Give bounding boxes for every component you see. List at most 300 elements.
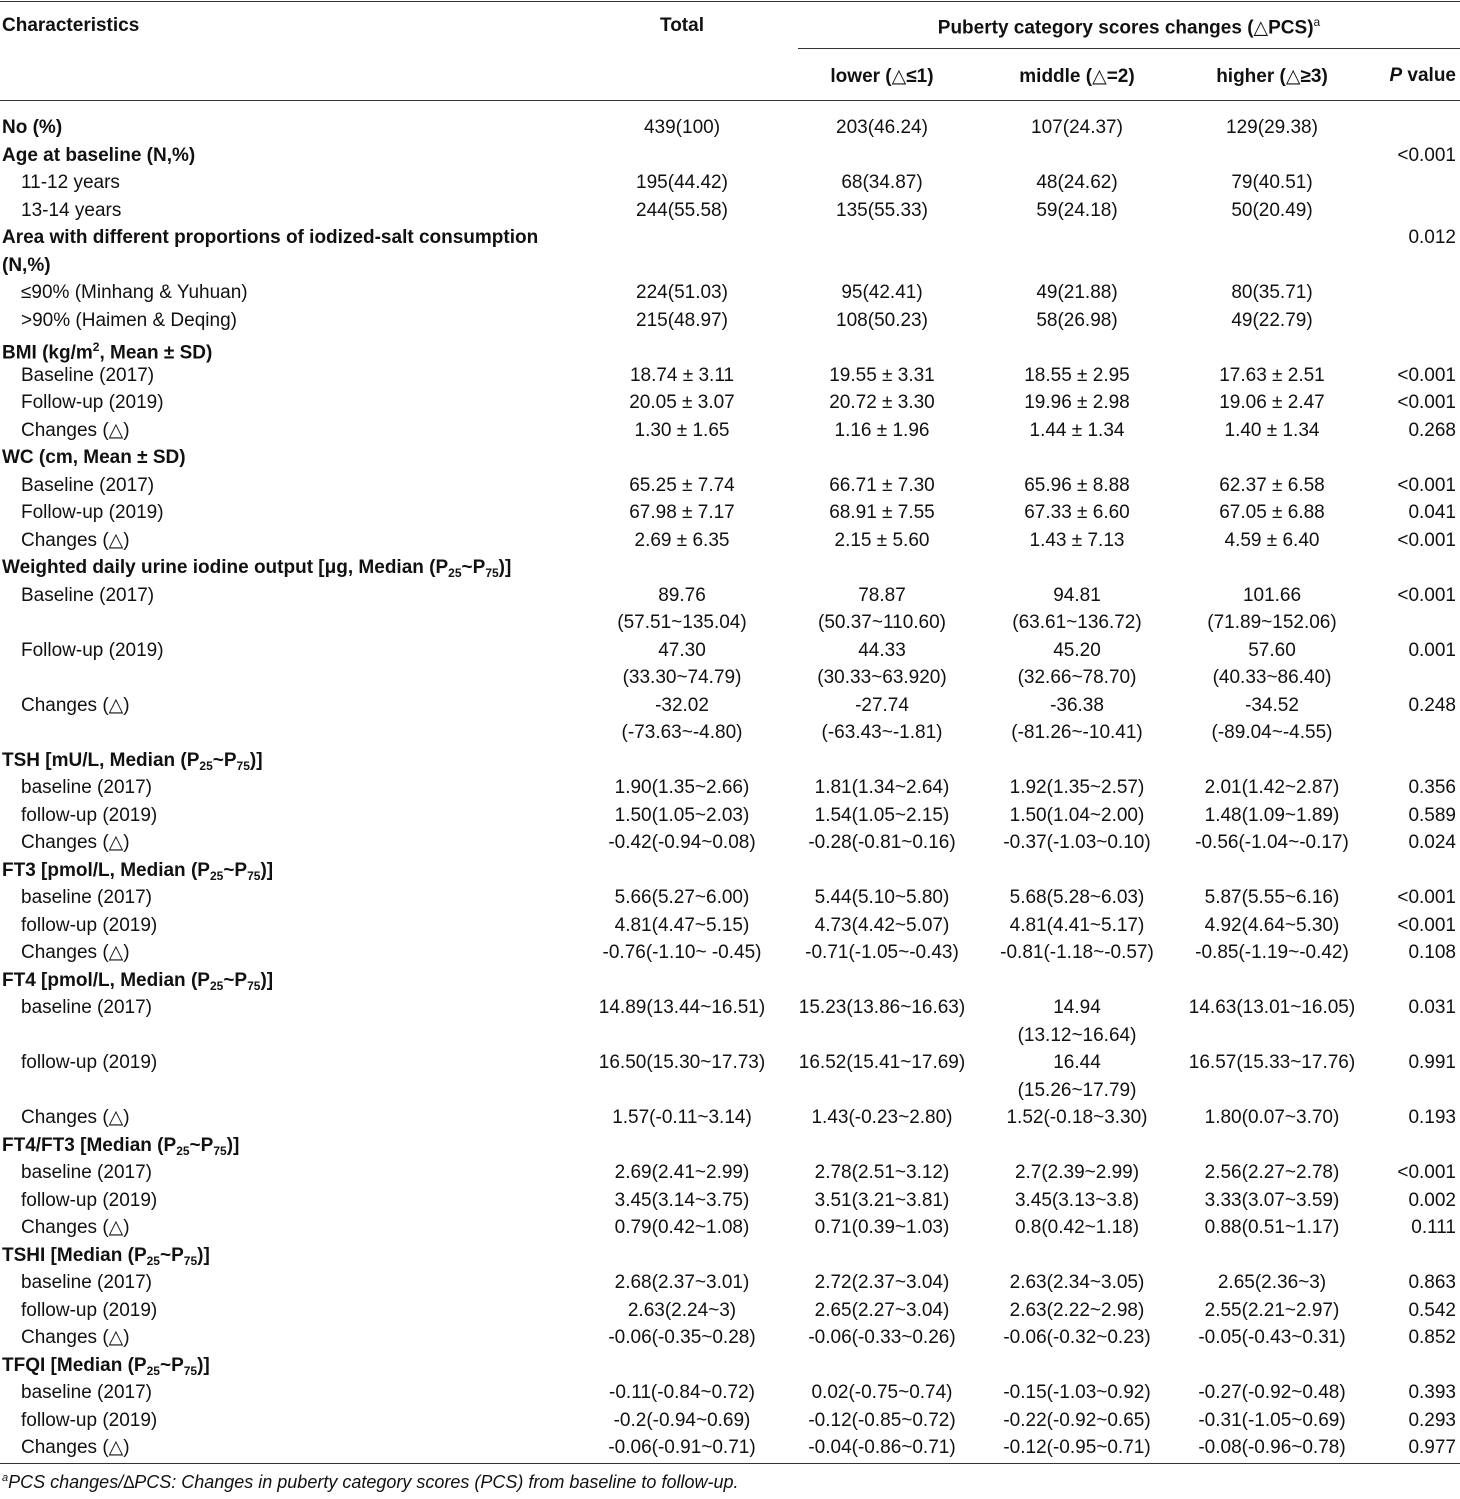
table-row [0,1266,1460,1294]
row-label-label-after: , Mean ± SD) [99,342,213,364]
row-label-label: Changes (△) [21,1327,130,1348]
table-row [0,881,1460,909]
cell-lower: 1.54(1.05~2.15) [814,804,950,826]
table-row [0,359,1460,387]
cell-total: 224(51.03) [636,282,728,303]
cell-p: 0.852 [1408,1327,1456,1348]
table-row [0,194,1460,222]
cell-total: 2.69(2.41~2.99) [614,1162,750,1183]
cell-p: 0.024 [1408,832,1456,853]
cell-middle: 1.92(1.35~2.57) [1009,777,1145,798]
cell-total: 89.76 (57.51~135.04) [617,584,747,633]
cell-higher: 3.33(3.07~3.59) [1204,1189,1340,1211]
row-label-label: follow-up (2019) [21,1189,158,1211]
row-label-label-after: )] [260,859,274,881]
row-label-label-s2: 75 [183,1363,198,1378]
row-label [21,1297,157,1325]
cell-lower: -0.04(-0.86~0.71) [808,1437,956,1458]
table-group-row [0,1349,1460,1377]
row-label-label: Changes (△) [21,942,130,963]
cell-p: <0.001 [1397,364,1456,386]
cell-middle: 2.63(2.34~3.05) [1009,1272,1145,1293]
row-label-label: TSH [mU/L, Median (P [2,749,200,771]
cell-higher: -0.08(-0.96~0.78) [1198,1437,1346,1458]
cell-lower: -0.71(-1.05~-0.43) [805,942,959,963]
table-row [0,991,1460,1046]
cell-middle: 5.68(5.28~6.03) [1009,887,1145,908]
cell-p: 0.977 [1408,1437,1456,1458]
header-higher: higher (△≥3) [1216,66,1328,87]
cell-lower: -27.74 (-63.43~-1.81) [821,694,943,743]
table-row [0,579,1460,634]
row-label-label: baseline (2017) [21,887,152,908]
row-label [21,994,152,1022]
cell-total: 20.05 ± 3.07 [629,392,735,413]
cell-lower: -0.06(-0.33~0.26) [808,1327,956,1348]
cell-p: <0.001 [1397,1162,1456,1183]
row-label [21,279,248,307]
header-characteristics: Characteristics [2,15,140,36]
row-label-label-s1: 25 [146,1253,160,1268]
table-group-row [0,221,1460,276]
cell-middle: 4.81(4.41~5.17) [1009,914,1145,936]
header-lower: lower (△≤1) [830,66,934,87]
cell-p: 0.001 [1408,639,1456,661]
row-label-label: baseline (2017) [21,997,152,1018]
row-label-label: 11-12 years [21,172,120,193]
table-body [0,111,1460,1459]
row-label [21,307,237,335]
row-label-label-mid: ~P [223,969,248,991]
cell-higher: -0.05(-0.43~0.31) [1198,1327,1346,1348]
table-row [0,771,1460,799]
cell-middle: 0.8(0.42~1.18) [1014,1217,1140,1238]
cell-middle: -0.81(-1.18~-0.57) [1000,942,1154,963]
cell-higher: 19.06 ± 2.47 [1219,392,1325,413]
row-label [21,1434,130,1462]
cell-lower: 1.81(1.34~2.64) [814,777,950,798]
cell-middle: 1.44 ± 1.34 [1029,419,1125,441]
cell-p: <0.001 [1397,144,1456,166]
cell-higher: 57.60 (40.33~86.40) [1212,639,1332,688]
cell-total: 244(55.58) [636,199,728,221]
row-label-label: Area with different proportions of iodized-salt consumption (N,%) [2,227,539,276]
row-label [21,774,152,802]
cell-middle: 1.43 ± 7.13 [1029,529,1125,551]
cell-total: 1.50(1.05~2.03) [614,804,750,826]
cell-middle: 3.45(3.13~3.8) [1014,1189,1140,1211]
table-row [0,1431,1460,1459]
table-row [0,386,1460,414]
cell-middle: 14.94 (13.12~16.64) [1017,997,1137,1046]
footnote [2,1472,738,1493]
cell-lower: 2.72(2.37~3.04) [814,1272,950,1293]
cell-lower: -0.12(-0.85~0.72) [808,1409,956,1431]
row-label-label-sup: 2 [92,340,100,354]
table-row [0,496,1460,524]
cell-middle: -0.06(-0.32~0.23) [1003,1327,1151,1348]
cell-total: -0.2(-0.94~0.69) [613,1409,751,1431]
cell-total: 2.69 ± 6.35 [634,529,730,551]
cell-lower: 2.78(2.51~3.12) [814,1162,950,1183]
cell-total: 47.30 (33.30~74.79) [622,639,742,688]
cell-total: -0.76(-1.10~ -0.45) [602,942,762,963]
row-label [21,389,164,417]
cell-middle: 59(24.18) [1036,199,1118,221]
table-group-row [0,551,1460,579]
cell-total: 2.68(2.37~3.01) [614,1272,750,1293]
cell-total: -0.42(-0.94~0.08) [608,832,756,853]
cell-lower: 0.02(-0.75~0.74) [811,1382,953,1403]
cell-p: 0.863 [1408,1272,1456,1293]
row-label-label: baseline (2017) [21,777,152,798]
cell-lower: 44.33 (30.33~63.920) [817,639,947,688]
row-label-label: Weighted daily urine iodine output [μg, Median (P [2,557,449,578]
row-label-label: Baseline (2017) [21,364,155,386]
table-group-row [0,139,1460,167]
row-label-label-s2: 75 [236,758,250,773]
row-label-label: Changes (△) [21,1107,130,1128]
cell-total: -0.06(-0.35~0.28) [608,1327,756,1348]
table-row [0,1046,1460,1101]
cell-higher: 1.40 ± 1.34 [1224,419,1320,441]
row-label [2,224,592,279]
cell-higher: -0.56(-1.04~-0.17) [1195,832,1349,853]
cell-total: 215(48.97) [636,309,728,331]
row-label-label-mid: ~P [189,1134,214,1156]
table-group-row [0,441,1460,469]
row-label [21,939,130,967]
row-label-label-s1: 25 [448,566,462,580]
table-row [0,1184,1460,1212]
cell-higher: 1.80(0.07~3.70) [1204,1107,1340,1128]
row-label [21,169,120,197]
cell-lower: 1.16 ± 1.96 [834,419,930,441]
row-label-label: follow-up (2019) [21,1409,158,1431]
row-label-label: Changes (△) [21,1217,130,1238]
row-label-label: baseline (2017) [21,1382,152,1403]
cell-higher: 14.63(13.01~16.05) [1188,997,1356,1018]
row-label-label: baseline (2017) [21,1162,152,1183]
cell-p: 0.293 [1408,1409,1456,1431]
row-label-label: ≤90% (Minhang & Yuhuan) [21,282,248,303]
row-label-label-s2: 75 [247,868,261,883]
cell-p: <0.001 [1397,392,1456,413]
cell-higher: 2.01(1.42~2.87) [1204,777,1340,798]
row-label-label-s2: 75 [183,1253,198,1268]
cell-total: 1.90(1.35~2.66) [614,777,750,798]
cell-p: 0.393 [1408,1382,1456,1403]
group-header-rule [798,48,1460,49]
row-label [21,1407,157,1435]
table-row [0,1321,1460,1349]
header-p-value [1360,65,1456,87]
cell-lower: 4.73(4.42~5.07) [814,914,950,936]
cell-total: 0.79(0.42~1.08) [614,1217,750,1238]
cell-higher: 16.57(15.33~17.76) [1188,1052,1356,1073]
row-label [21,1269,152,1297]
row-label [21,527,130,555]
cell-middle: 1.50(1.04~2.00) [1009,804,1145,826]
row-label [21,1159,152,1187]
cell-middle: 107(24.37) [1031,117,1123,138]
cell-p: <0.001 [1397,529,1456,551]
cell-middle: 18.55 ± 2.95 [1024,364,1130,386]
cell-total: -0.06(-0.91~0.71) [608,1437,756,1458]
cell-higher: -0.31(-1.05~0.69) [1198,1409,1346,1431]
row-label-label-s1: 25 [199,758,213,773]
row-label [2,444,186,472]
cell-higher: 50(20.49) [1231,199,1313,221]
cell-total: 5.66(5.27~6.00) [614,887,750,908]
table-group-row [0,1239,1460,1267]
cell-middle: 1.52(-0.18~3.30) [1006,1107,1148,1128]
table-group-row [0,744,1460,772]
row-label-label-after: )] [260,969,274,991]
cell-middle: 48(24.62) [1036,172,1118,193]
cell-p: 0.041 [1408,502,1456,523]
cell-total: 4.81(4.47~5.15) [614,914,750,936]
cell-p: <0.001 [1397,914,1456,936]
table-row [0,936,1460,964]
row-label-label-mid: ~P [223,859,248,881]
cell-lower: 20.72 ± 3.30 [829,392,935,413]
cell-total: 2.63(2.24~3) [627,1299,737,1321]
row-label-label: Changes (△) [21,419,130,441]
row-label [21,362,154,390]
table-row [0,1404,1460,1432]
row-label [21,1187,157,1215]
row-label [21,417,130,445]
row-label-label: >90% (Haimen & Deqing) [21,309,237,331]
cell-p: 0.031 [1408,997,1456,1018]
row-label-label: Follow-up (2019) [21,502,164,523]
cell-higher: 62.37 ± 6.58 [1219,474,1325,496]
cell-lower: 1.43(-0.23~2.80) [811,1107,953,1128]
cell-p: 0.542 [1408,1299,1456,1321]
row-label-label: baseline (2017) [21,1272,152,1293]
row-label-label: Changes (△) [21,1437,130,1458]
table-row [0,1211,1460,1239]
cell-lower: 2.65(2.27~3.04) [814,1299,950,1321]
cell-lower: 135(55.33) [836,199,928,221]
cell-middle: 16.44 (15.26~17.79) [1017,1052,1137,1101]
row-label-label: FT4 [pmol/L, Median (P [2,969,210,991]
footnote-text: PCS changes/∆PCS: Changes in puberty category scores (PCS) from baseline to follow-up. [8,1472,739,1492]
cell-middle: -0.12(-0.95~0.71) [1003,1437,1151,1458]
cell-total: 439(100) [643,117,721,138]
row-label [21,1214,130,1242]
table-group-row [0,331,1460,364]
table-row [0,826,1460,854]
table-row [0,1376,1460,1404]
cell-p: <0.001 [1397,887,1456,908]
cell-middle: 2.63(2.22~2.98) [1009,1299,1145,1321]
row-label-label: BMI (kg/m [2,342,93,364]
row-label-label: Changes (△) [21,694,130,716]
table-row [0,799,1460,827]
row-label [21,582,154,610]
row-label-label: Age at baseline (N,%) [2,144,196,166]
header-group-title [798,15,1460,39]
cell-lower: 203(46.24) [836,117,928,138]
cell-middle: 49(21.88) [1036,282,1118,303]
row-label [21,472,154,500]
row-label-label-after: )] [226,1134,240,1156]
cell-middle: 45.20 (32.66~78.70) [1017,639,1137,688]
cell-lower: 66.71 ± 7.30 [829,474,935,496]
table-row [0,689,1460,744]
cell-lower: 19.55 ± 3.31 [829,364,935,386]
cell-total: 1.30 ± 1.65 [634,419,730,441]
cell-p: 0.002 [1408,1189,1456,1211]
header-p-italic: P [1389,65,1403,86]
cell-higher: 101.66 (71.89~152.06) [1207,584,1337,633]
row-label-label-after: )] [197,1244,210,1266]
row-label [2,114,62,142]
row-label [21,692,130,720]
cell-total: 3.45(3.14~3.75) [614,1189,750,1211]
cell-total: 67.98 ± 7.17 [629,502,735,523]
cell-higher: 17.63 ± 2.51 [1219,364,1325,386]
table-row [0,304,1460,332]
row-label-label-s2: 75 [247,978,261,993]
row-label-label: Changes (△) [21,529,130,551]
row-label-label: Baseline (2017) [21,474,155,496]
cell-total: 65.25 ± 7.74 [629,474,735,496]
row-label [21,912,157,940]
cell-middle: 2.7(2.39~2.99) [1014,1162,1140,1183]
table-group-row [0,854,1460,882]
cell-middle: -36.38 (-81.26~-10.41) [1011,694,1143,743]
row-label [21,637,164,665]
cell-middle: 67.33 ± 6.60 [1024,502,1130,523]
table-group-row [0,111,1460,139]
row-label-label-mid: ~P [461,557,486,578]
cell-p: 0.356 [1408,777,1456,798]
header-bottom-rule [0,100,1460,101]
row-label [2,142,195,170]
table-row [0,414,1460,442]
cell-lower: 78.87 (50.37~110.60) [818,584,946,633]
row-label [21,1104,130,1132]
row-label-label-s1: 25 [146,1363,160,1378]
cell-higher: -0.85(-1.19~-0.42) [1195,942,1349,963]
cell-higher: 1.48(1.09~1.89) [1204,804,1340,826]
row-label [21,197,121,225]
cell-higher: 4.59 ± 6.40 [1224,529,1320,551]
table-row [0,1101,1460,1129]
cell-p: <0.001 [1397,584,1456,606]
cell-lower: 2.15 ± 5.60 [834,529,930,551]
cell-higher: 5.87(5.55~6.16) [1204,887,1340,908]
cell-middle: -0.37(-1.03~0.10) [1003,832,1151,853]
cell-middle: 94.81 (63.61~136.72) [1012,584,1142,633]
cell-higher: 2.55(2.21~2.97) [1204,1299,1340,1321]
cell-total: 1.57(-0.11~3.14) [612,1107,752,1128]
row-label-label: TFQI [Median (P [2,1354,147,1376]
cell-p: 0.268 [1408,419,1456,441]
row-label-label: follow-up (2019) [21,1299,158,1321]
row-label-label: TSHI [Median (P [2,1244,147,1266]
header-group-title-text: Puberty category scores changes (△PCS) [937,17,1314,39]
cell-lower: 68.91 ± 7.55 [829,502,935,523]
header-middle: middle (△=2) [1019,66,1135,87]
cell-middle: 65.96 ± 8.88 [1024,474,1130,496]
cell-p: 0.589 [1408,804,1456,826]
cell-p: 0.991 [1408,1052,1456,1073]
cell-middle: -0.15(-1.03~0.92) [1003,1382,1151,1403]
row-label-label-after: )] [197,1354,210,1376]
table-row [0,1294,1460,1322]
row-label [21,829,130,857]
cell-lower: 16.52(15.41~17.69) [798,1052,966,1073]
cell-p: <0.001 [1397,474,1456,496]
cell-lower: -0.28(-0.81~0.16) [808,832,956,853]
table-row [0,634,1460,689]
cell-higher: 49(22.79) [1231,309,1313,331]
row-label-label: Changes (△) [21,832,130,853]
row-label-label-s1: 25 [209,978,224,993]
cell-higher: 0.88(0.51~1.17) [1204,1217,1340,1238]
header-group-title-sup: a [1313,15,1321,29]
row-label [21,1379,152,1407]
row-label-label: follow-up (2019) [21,1052,158,1073]
row-label [21,1049,157,1077]
row-label-label: No (%) [2,117,63,138]
row-label-label: Baseline (2017) [21,584,155,606]
row-label-label: Follow-up (2019) [21,639,164,661]
row-label-label-mid: ~P [159,1244,184,1266]
cell-total: 14.89(13.44~16.51) [598,997,766,1018]
table-row [0,1156,1460,1184]
cell-higher: 2.65(2.36~3) [1217,1272,1327,1293]
row-label-label-s1: 25 [176,1143,190,1158]
cell-higher: -34.52 (-89.04~-4.55) [1211,694,1333,743]
cell-middle: 19.96 ± 2.98 [1024,392,1130,413]
row-label-label: FT3 [pmol/L, Median (P [2,859,210,881]
row-label [21,499,164,527]
row-label-label-mid: ~P [212,749,237,771]
table-top-rule [0,1,1460,2]
table-row [0,909,1460,937]
cell-p: 0.111 [1411,1217,1456,1238]
table-row [0,524,1460,552]
cell-lower: 5.44(5.10~5.80) [814,887,950,908]
row-label-label-s2: 75 [213,1143,227,1158]
header-total: Total [660,15,704,36]
row-label-label-s2: 75 [485,566,499,580]
cell-lower: 0.71(0.39~1.03) [814,1217,950,1238]
table-row [0,276,1460,304]
cell-middle: -0.22(-0.92~0.65) [1003,1409,1151,1431]
row-label [21,884,152,912]
row-label-label: 13-14 years [21,199,122,221]
row-label [21,802,157,830]
cell-p: 0.108 [1408,942,1456,963]
cell-lower: 3.51(3.21~3.81) [814,1189,950,1211]
cell-lower: 15.23(13.86~16.63) [798,997,966,1018]
table-row [0,469,1460,497]
row-label-label: follow-up (2019) [21,804,158,826]
row-label-label: Follow-up (2019) [21,392,164,413]
table-group-row [0,964,1460,992]
table-bottom-rule [0,1463,1460,1464]
table-row [0,166,1460,194]
cell-total: 18.74 ± 3.11 [629,364,735,386]
footnote-sup: a [2,1472,9,1484]
row-label-label: FT4/FT3 [Median (P [2,1134,177,1156]
